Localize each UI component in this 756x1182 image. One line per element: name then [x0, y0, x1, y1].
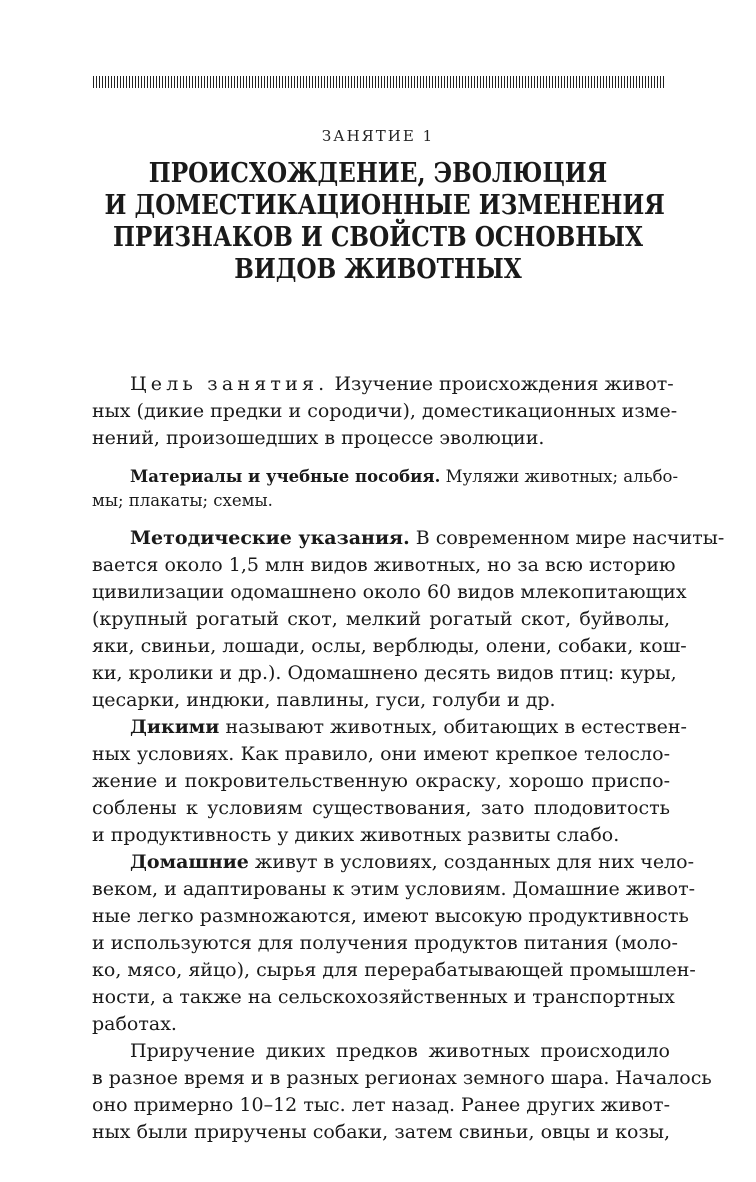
wild-line: ных условиях. Как правило, они имеют крепкое телосло-: [92, 743, 670, 765]
taming-line: Приручение диких предков животных происходило: [130, 1040, 670, 1062]
wild-line: Дикими называют животных, обитающих в естествен-: [130, 716, 687, 738]
guidance-line: яки, свиньи, лошади, ослы, верблюды, олени, собаки, кош-: [92, 635, 687, 657]
guidance-line: Методические указания. В современном мире насчиты-: [130, 527, 725, 549]
goal-lead: Цель занятия.: [130, 373, 329, 395]
domestic-line: веком, и адаптированы к этим условиям. Домашние живот-: [92, 878, 696, 900]
guidance-line: цивилизации одомашнено около 60 видов млекопитающих: [92, 581, 687, 603]
wild-lead: Дикими: [130, 716, 220, 738]
taming-line: ных были приручены собаки, затем свиньи, овцы и козы,: [92, 1121, 670, 1143]
lesson-label: ЗАНЯТИЕ 1: [321, 127, 435, 145]
wild-line: и продуктивность у диких животных развиты слабо.: [92, 824, 620, 846]
goal-line: ных (дикие предки и сородичи), доместикационных изме-: [92, 400, 678, 422]
domestic-line: ности, а также на сельскохозяйственных и транспортных: [92, 986, 675, 1008]
domestic-lead: Домашние: [130, 851, 249, 873]
wild-line: жение и покровительственную окраску, хорошо приспо-: [92, 770, 670, 792]
materials-line: мы; плакаты; схемы.: [92, 491, 273, 510]
guidance-line: цесарки, индюки, павлины, гуси, голуби и др.: [92, 689, 556, 711]
taming-line: в разное время и в разных регионах земного шара. Началось: [92, 1067, 712, 1089]
goal-line: Цель занятия. Изучение происхождения живот-: [130, 373, 674, 395]
domestic-line: Домашние живут в условиях, созданных для них чело-: [130, 851, 694, 873]
domestic-line: и используются для получения продуктов питания (моло-: [92, 932, 678, 954]
title-line: ПРОИСХОЖДЕНИЕ, ЭВОЛЮЦИЯ: [148, 158, 608, 189]
guidance-lead: Методические указания.: [130, 527, 410, 549]
taming-line: оно примерно 10–12 тыс. лет назад. Ранее других живот-: [92, 1094, 670, 1116]
domestic-line: работах.: [92, 1013, 177, 1035]
materials-line: Материалы и учебные пособия. Муляжи животных; альбо-: [130, 467, 679, 486]
title-line: И ДОМЕСТИКАЦИОННЫЕ ИЗМЕНЕНИЯ: [104, 190, 665, 221]
header-rule: [93, 76, 665, 88]
guidance-line: вается около 1,5 млн видов животных, но за всю историю: [92, 554, 676, 576]
guidance-line: ки, кролики и др.). Одомашнено десять видов птиц: куры,: [92, 662, 677, 684]
materials-lead: Материалы и учебные пособия.: [130, 467, 441, 486]
goal-line: нений, произошедших в процессе эволюции.: [92, 427, 545, 449]
wild-line: соблены к условиям существования, зато плодовитость: [92, 797, 670, 819]
domestic-line: ко, мясо, яйцо), сырья для перерабатывающей промышлен-: [92, 959, 696, 981]
guidance-line: (крупный рогатый скот, мелкий рогатый скот, буйволы,: [92, 608, 670, 630]
title-line: ВИДОВ ЖИВОТНЫХ: [234, 254, 522, 285]
domestic-line: ные легко размножаются, имеют высокую продуктивность: [92, 905, 689, 927]
chapter-title: [104, 158, 665, 286]
title-line: ПРИЗНАКОВ И СВОЙСТВ ОСНОВНЫХ: [112, 222, 644, 253]
